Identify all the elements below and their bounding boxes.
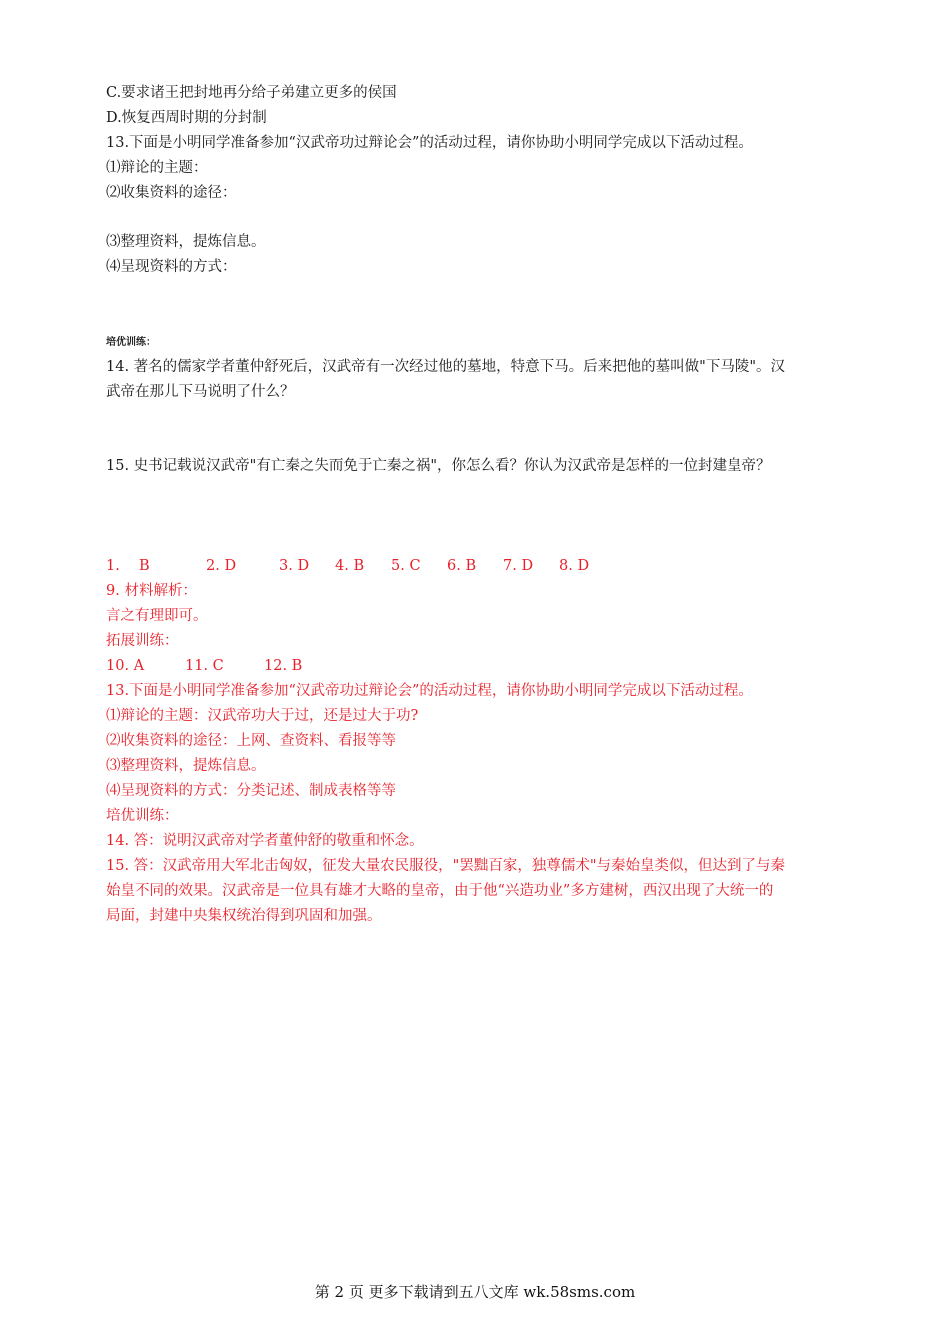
answer-5: 5. C (391, 558, 421, 574)
q13-item-4: ⑷呈现资料的方式： (106, 259, 237, 275)
answer-10: 10. A (106, 658, 145, 674)
answers-row-1 (106, 556, 589, 576)
answer-1: 1. B (106, 558, 150, 574)
answer-8: 8. D (559, 558, 590, 574)
answer-3: 3. D (279, 558, 310, 574)
q13-item-1: ⑴辩论的主题： (106, 160, 208, 176)
q13-item-3: ⑶整理资料，提炼信息。 (106, 234, 266, 250)
answer-15-line-2: 始皇不同的效果。汉武帝是一位具有雄才大略的皇帝，由于他“兴造功业”多方建树，西汉出现了大统一的 (106, 883, 774, 899)
section-heading-peiyou: 培优训练： (106, 337, 156, 348)
answer-13-item-1: ⑴辩论的主题：汉武帝功大于过，还是过大于功? (106, 708, 419, 724)
answer-6: 6. B (447, 558, 477, 574)
answer-9-title: 9. 材料解析： (106, 583, 197, 599)
q15-line-1: 15. 史书记载说汉武帝"有亡秦之失而免于亡秦之祸"，你怎么看？你认为汉武帝是怎样的一位封建皇帝？ (106, 458, 771, 474)
answer-9-body: 言之有理即可。 (106, 608, 208, 624)
answer-15-line-1: 15. 答：汉武帝用大军北击匈奴，征发大量农民服役，"罢黜百家，独尊儒术"与秦始皇类似，但达到了与秦 (106, 858, 786, 874)
answers-section-heading-peiyou: 培优训练： (106, 808, 179, 824)
answer-13-title: 13.下面是小明同学准备参加“汉武帝功过辩论会”的活动过程，请你协助小明同学完成以下活动过程。 (106, 683, 753, 699)
answer-4: 4. B (335, 558, 365, 574)
answer-13-item-2: ⑵收集资料的途径：上网、查资料、看报等等 (106, 733, 396, 749)
answer-14: 14. 答：说明汉武帝对学者董仲舒的敬重和怀念。 (106, 833, 424, 849)
answer-13-item-4: ⑷呈现资料的方式：分类记述、制成表格等等 (106, 783, 396, 799)
answer-11: 11. C (185, 658, 224, 674)
answer-7: 7. D (503, 558, 534, 574)
q12-option-d: D.恢复西周时期的分封制 (106, 110, 267, 126)
answer-13-item-3: ⑶整理资料，提炼信息。 (106, 758, 266, 774)
q14-line-2: 武帝在那儿下马说明了什么？ (106, 384, 295, 400)
q13-title: 13.下面是小明同学准备参加“汉武帝功过辩论会”的活动过程，请你协助小明同学完成以下活动过程。 (106, 135, 753, 151)
answer-12: 12. B (264, 658, 303, 674)
answers-row-2 (106, 656, 302, 676)
page-footer: 第 2 页 更多下载请到五八文库 wk.58sms.com (314, 1283, 636, 1301)
q12-option-c: C.要求诸王把封地再分给子弟建立更多的侯国 (106, 85, 397, 101)
answer-2: 2. D (206, 558, 237, 574)
answer-15-line-3: 局面，封建中央集权统治得到巩固和加强。 (106, 908, 382, 924)
q14-line-1: 14. 著名的儒家学者董仲舒死后，汉武帝有一次经过他的墓地，特意下马。后来把他的墓叫做"下马陵"。汉 (106, 359, 786, 375)
q13-item-2: ⑵收集资料的途径： (106, 185, 237, 201)
section-heading-tuozhan: 拓展训练： (106, 633, 179, 649)
